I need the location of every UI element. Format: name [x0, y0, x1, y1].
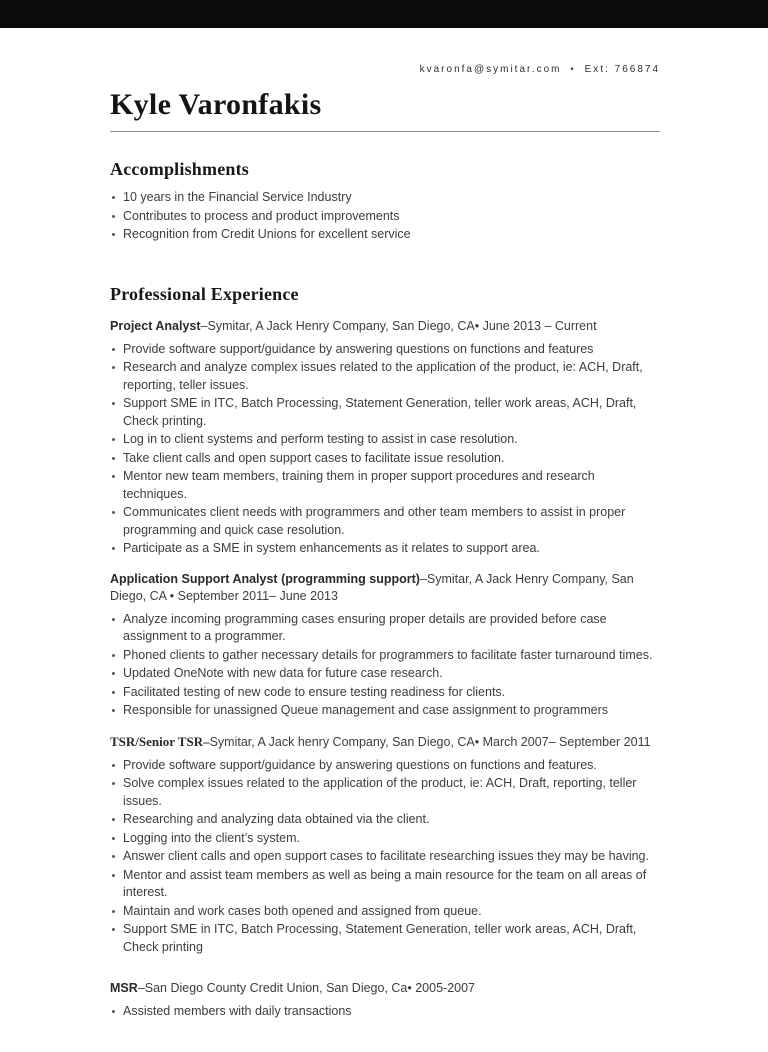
job-title: MSR	[110, 981, 138, 995]
job-meta: –Symitar, A Jack Henry Company, San Diego, CA • September 2011– June 2013	[110, 571, 634, 603]
list-item: 10 years in the Financial Service Industry	[110, 189, 660, 207]
accomplishments-list	[110, 189, 660, 244]
experience-section	[110, 284, 660, 1021]
list-item: Updated OneNote with new data for future case research.	[110, 665, 660, 683]
list-item: Maintain and work cases both opened and assigned from queue.	[110, 903, 660, 921]
list-item: Assisted members with daily transactions	[110, 1003, 660, 1021]
list-item: Answer client calls and open support cases to facilitate researching issues they may be having.	[110, 848, 660, 866]
job-meta: –San Diego County Credit Union, San Diego, Ca• 2005-2007	[137, 981, 476, 995]
job-project-analyst	[110, 318, 660, 558]
job-bullet-list	[110, 341, 660, 558]
job-title-line	[110, 318, 660, 335]
job-tsr-senior-tsr	[110, 733, 660, 957]
accomplishments-heading: Accomplishments	[110, 159, 249, 179]
list-item: Recognition from Credit Unions for excellent service	[110, 226, 660, 244]
list-item: Support SME in ITC, Batch Processing, Statement Generation, teller work areas, ACH, Draft, Check printing	[110, 921, 660, 956]
job-bullet-list	[110, 1003, 660, 1021]
list-item: Log in to client systems and perform testing to assist in case resolution.	[110, 431, 660, 449]
job-meta: Symitar, A Jack henry Company, San Diego, CA• March 2007– September 2011	[209, 734, 651, 749]
list-item: Provide software support/guidance by answering questions on functions and features	[110, 341, 660, 359]
top-border-bar	[0, 0, 768, 28]
list-item: Facilitated testing of new code to ensure testing readiness for clients.	[110, 684, 660, 702]
list-item: Logging into the client’s system.	[110, 830, 660, 848]
job-title: Application Support Analyst (programming support)	[110, 571, 420, 586]
list-item: Mentor new team members, training them in proper support procedures and research techniques.	[110, 468, 660, 503]
job-meta: –Symitar, A Jack Henry Company, San Diego, CA• June 2013 – Current	[200, 318, 597, 333]
job-title-line	[110, 733, 660, 751]
list-item: Participate as a SME in system enhancements as it relates to support area.	[110, 540, 660, 558]
list-item: Responsible for unassigned Queue management and case assignment to programmers	[110, 702, 660, 720]
job-bullet-list	[110, 757, 660, 957]
person-name: Kyle Varonfakis	[110, 88, 322, 121]
contact-separator: •	[570, 64, 576, 74]
list-item: Analyze incoming programming cases ensuring proper details are provided before case assignment to a programmer.	[110, 611, 660, 646]
experience-heading: Professional Experience	[110, 283, 299, 304]
job-bullet-list	[110, 611, 660, 720]
list-item: Researching and analyzing data obtained via the client.	[110, 811, 660, 829]
list-item: Solve complex issues related to the application of the product, ie: ACH, Draft, reporting, teller issues.	[110, 775, 660, 810]
job-application-support-analyst	[110, 571, 660, 720]
list-item: Provide software support/guidance by answering questions on functions and features.	[110, 757, 660, 775]
list-item: Contributes to process and product improvements	[110, 208, 660, 226]
list-item: Phoned clients to gather necessary details for programmers to facilitate faster turnaround times.	[110, 647, 660, 665]
list-item: Mentor and assist team members as well as being a main resource for the team on all areas of interest.	[110, 867, 660, 902]
resume-page	[0, 28, 768, 1052]
list-item: Communicates client needs with programmers and other team members to assist in proper programming and quick case resolution.	[110, 504, 660, 539]
job-title-line	[110, 980, 660, 997]
contact-info	[110, 64, 660, 75]
job-msr	[110, 980, 660, 1021]
header-divider	[110, 131, 660, 132]
job-title-line	[110, 571, 660, 605]
contact-extension: Ext: 766874	[584, 64, 660, 75]
list-item: Research and analyze complex issues related to the application of the product, ie: ACH, Draft, reporting, teller issues.	[110, 359, 660, 394]
contact-email: kvaronfa@symitar.com	[419, 64, 562, 75]
job-title: TSR/Senior TSR–	[110, 733, 210, 749]
list-item: Take client calls and open support cases to facilitate issue resolution.	[110, 450, 660, 468]
accomplishments-section	[110, 159, 660, 244]
job-title: Project Analyst	[110, 318, 201, 333]
list-item: Support SME in ITC, Batch Processing, Statement Generation, teller work areas, ACH, Draft, Check printing.	[110, 395, 660, 430]
